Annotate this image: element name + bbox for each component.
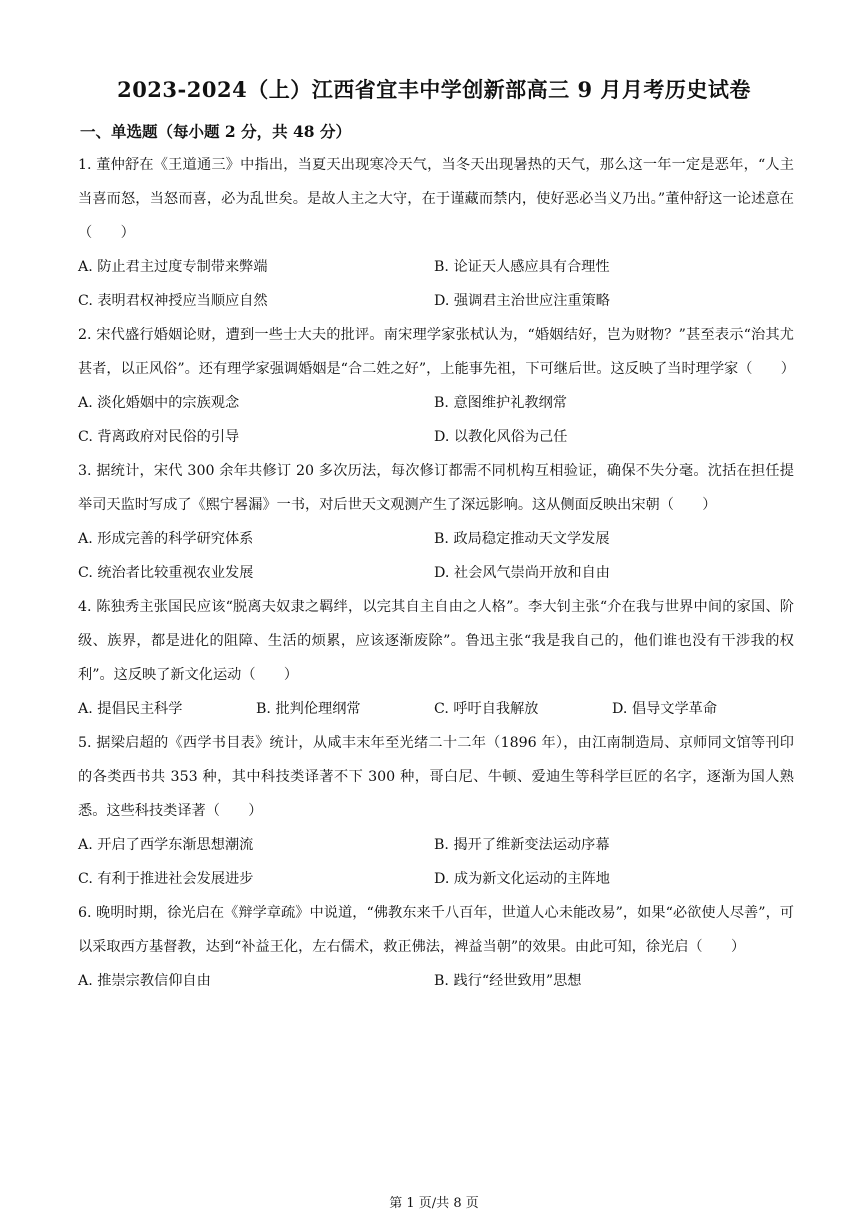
question-stem: 6. 晚明时期，徐光启在《辩学章疏》中说道，“佛教东来千八百年，世道人心未能改易”，如果“必欲使人尽善”，可以采取西方基督教，达到“补益王化，左右儒术，救正佛法，裨益当朝”的效果。由此可知，徐光启（ ） — [78, 905, 794, 955]
option-a: A. 淡化婚姻中的宗族观念 — [78, 395, 240, 411]
question-stem: 5. 据梁启超的《西学书目表》统计，从咸丰末年至光绪二十二年（1896 年），由江南制造局、京师同文馆等刊印的各类西书共 353 种，其中科技类译著不下 300 种，哥白尼、牛顿、爱迪生等科学巨匠的名字，逐渐为国人熟悉。这些科技类译著（ ） — [78, 735, 794, 819]
question-6 — [78, 896, 794, 998]
option-b: B. 批判伦理纲常 — [256, 701, 361, 717]
option-a: A. 防止君主过度专制带来弊端 — [78, 259, 268, 275]
question-stem: 3. 据统计，宋代 300 余年共修订 20 多次历法，每次修订都需不同机构互相验证，确保不失分毫。沈括在担任提举司天监时写成了《熙宁晷漏》一书，对后世天文观测产生了深远影响。这从侧面反映出宋朝（ ） — [78, 463, 794, 513]
question-5 — [78, 726, 794, 896]
option-c: C. 背离政府对民俗的引导 — [78, 429, 240, 445]
option-d: D. 强调君主治世应注重策略 — [434, 293, 610, 309]
option-b: B. 政局稳定推动天文学发展 — [434, 531, 610, 547]
option-list — [78, 964, 794, 998]
option-d: D. 社会风气崇尚开放和自由 — [434, 565, 610, 581]
option-c: C. 呼吁自我解放 — [434, 701, 539, 717]
option-list — [78, 386, 794, 454]
section-heading: 一、单选题（每小题 2 分，共 48 分） — [80, 122, 351, 141]
option-list — [78, 828, 794, 896]
option-d: D. 倡导文学革命 — [612, 701, 718, 717]
option-a: A. 推崇宗教信仰自由 — [78, 973, 211, 989]
option-c: C. 有利于推进社会发展进步 — [78, 871, 254, 887]
option-a: A. 形成完善的科学研究体系 — [78, 531, 254, 547]
option-c: C. 表明君权神授应当顺应自然 — [78, 293, 268, 309]
option-d: D. 以教化风俗为己任 — [434, 429, 568, 445]
question-stem: 1. 董仲舒在《王道通三》中指出，当夏天出现寒冷天气，当冬天出现暑热的天气，那么这一年一定是恶年，“人主当喜而怒，当怒而喜，必为乱世矣。是故人主之大守，在于谨藏而禁内，使好恶必当义乃出。”董仲舒这一论述意在（ ） — [78, 157, 794, 241]
question-3 — [78, 454, 794, 590]
option-list — [78, 522, 794, 590]
page-footer: 第 1 页/共 8 页 — [389, 1196, 479, 1211]
exam-title: 2023-2024（上）江西省宜丰中学创新部高三 9 月月考历史试卷 — [117, 77, 751, 102]
question-2 — [78, 318, 794, 454]
option-b: B. 践行“经世致用”思想 — [434, 973, 582, 989]
question-stem: 4. 陈独秀主张国民应该“脱离夫奴隶之羁绊，以完其自主自由之人格”。李大钊主张“介在我与世界中间的家国、阶级、族界，都是进化的阻障、生活的烦累，应该逐渐废除”。鲁迅主张“我是我自己的，他们谁也没有干涉我的权利”。这反映了新文化运动（ ） — [78, 599, 794, 683]
option-a: A. 提倡民主科学 — [78, 701, 183, 717]
question-stem: 2. 宋代盛行婚姻论财，遭到一些士大夫的批评。南宋理学家张栻认为，“婚姻结好，岂为财物？”甚至表示“治其尤甚者，以正风俗”。还有理学家强调婚姻是“合二姓之好”，上能事先祖，下可继后世。这反映了当时理学家（ ） — [78, 327, 795, 377]
option-list — [78, 692, 794, 726]
option-b: B. 论证天人感应具有合理性 — [434, 259, 610, 275]
option-a: A. 开启了西学东渐思想潮流 — [78, 837, 254, 853]
question-1 — [78, 148, 794, 318]
option-d: D. 成为新文化运动的主阵地 — [434, 871, 610, 887]
question-list — [78, 148, 794, 998]
option-b: B. 意图维护礼教纲常 — [434, 395, 567, 411]
option-b: B. 揭开了维新变法运动序幕 — [434, 837, 610, 853]
option-c: C. 统治者比较重视农业发展 — [78, 565, 254, 581]
option-list — [78, 250, 794, 318]
question-4 — [78, 590, 794, 726]
